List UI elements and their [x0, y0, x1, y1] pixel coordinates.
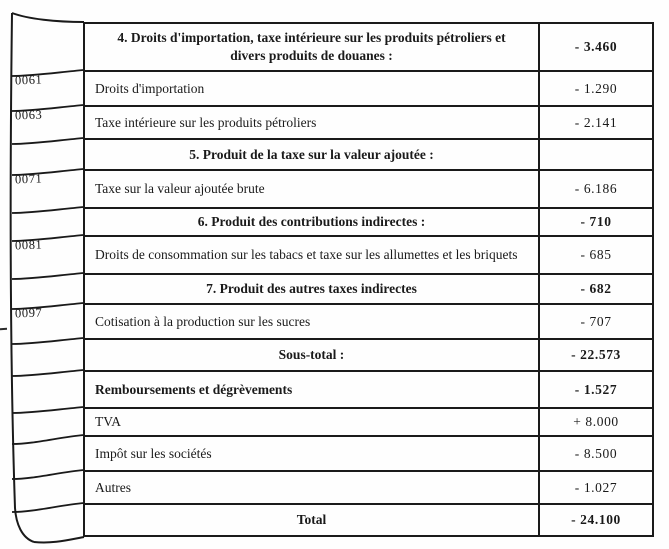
row-label: Droits de consommation sur les tabacs et taxe sur les allumettes et les briquets: [95, 247, 518, 263]
table-row: [85, 105, 652, 138]
row-value: - 1.527: [538, 372, 652, 407]
table-row: [85, 370, 652, 407]
row-label: Remboursements et dégrèvements: [95, 381, 293, 397]
table-row: [85, 338, 652, 370]
row-label: 6. Produit des contributions indirectes :: [197, 214, 426, 230]
row-label: Cotisation à la production sur les sucres: [95, 313, 311, 329]
row-label: 7. Produit des autres taxes indirectes: [206, 281, 417, 297]
budget-table: [83, 22, 654, 537]
row-code: 0061: [14, 72, 43, 88]
row-code: 0081: [14, 237, 43, 253]
row-label: Droits d'importation: [95, 80, 205, 96]
scan-artifact-mark: [0, 328, 7, 330]
row-value: - 3.460: [538, 24, 652, 70]
row-value: - 682: [538, 275, 652, 303]
row-label: 5. Produit de la taxe sur la valeur ajoutée :: [189, 146, 434, 162]
table-row: [85, 470, 652, 503]
row-label: 4. Droits d'importation, taxe intérieure sur les produits pétroliers et divers produits de douanes :: [117, 30, 506, 63]
row-label: Impôt sur les sociétés: [95, 445, 212, 461]
table-row: [85, 138, 652, 169]
row-code: 0097: [14, 305, 43, 321]
row-label: Sous-total :: [278, 347, 345, 363]
table-row: [85, 235, 652, 273]
row-value: [538, 140, 652, 169]
row-label: Taxe sur la valeur ajoutée brute: [95, 181, 265, 197]
table-row: [85, 70, 652, 105]
row-label: Total: [296, 512, 327, 528]
table-row: [85, 207, 652, 235]
row-value: - 24.100: [538, 505, 652, 535]
row-value: - 6.186: [538, 171, 652, 207]
table-row: [85, 169, 652, 207]
row-value: - 685: [538, 237, 652, 273]
row-value: + 8.000: [538, 409, 652, 435]
row-value: - 710: [538, 209, 652, 235]
table-row: [85, 503, 652, 535]
table-row: [85, 303, 652, 338]
row-value: - 707: [538, 305, 652, 338]
row-value: - 1.027: [538, 472, 652, 503]
row-value: - 22.573: [538, 340, 652, 370]
table-row: [85, 407, 652, 435]
table-row: [85, 273, 652, 303]
row-value: - 1.290: [538, 72, 652, 105]
table-row: [85, 24, 652, 70]
row-value: - 2.141: [538, 107, 652, 138]
row-code: 0071: [14, 171, 43, 187]
table-row: [85, 435, 652, 470]
row-code: 0063: [14, 107, 43, 123]
row-value: - 8.500: [538, 437, 652, 470]
row-label: TVA: [95, 414, 122, 430]
row-label: Taxe intérieure sur les produits pétroliers: [95, 114, 317, 130]
row-label: Autres: [95, 479, 131, 495]
